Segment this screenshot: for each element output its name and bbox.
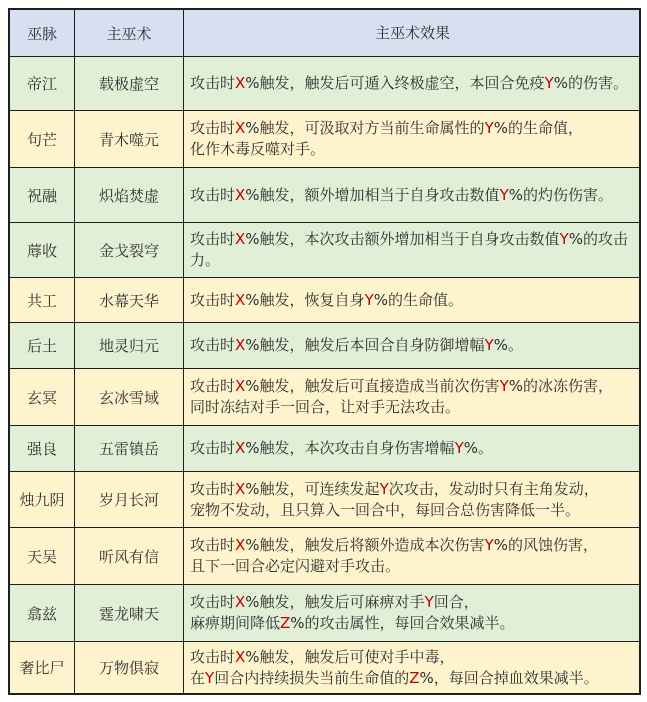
header-lineage: 巫脉: [10, 10, 75, 56]
variable-letter: X: [235, 377, 246, 395]
effect-cell: [184, 585, 639, 641]
effect-cell: [184, 323, 639, 368]
table-row: [10, 472, 639, 528]
effect-text: 攻击时X%触发，触发后可使对手中毒， 在Y回合内持续损失当前生命值的Z%，每回合掉血效果减半。: [190, 647, 599, 687]
table-header-row: [10, 10, 639, 57]
lineage-cell: 句芒: [10, 111, 75, 167]
variable-letter: X: [235, 185, 246, 204]
table-row: [10, 585, 639, 642]
lineage-cell: 强良: [10, 426, 75, 471]
variable-letter: Y: [379, 479, 389, 498]
effect-cell: [184, 426, 639, 471]
table-row: [10, 426, 639, 472]
variable-letter: Y: [484, 536, 494, 554]
skill-cell: 岁月长河: [75, 472, 184, 527]
table-row: [10, 168, 639, 223]
effect-text: 攻击时X%触发，触发后可直接造成当前次伤害Y%的冰冻伤害， 同时冻结对手一回合，让对手无法攻击。: [190, 377, 613, 416]
effect-text: 攻击时X%触发，可连续发起Y次攻击，发动时只有主角发动， 宠物不发动，且只算入一回合中，每回合总伤害降低一半。: [190, 479, 599, 519]
variable-letter: X: [235, 119, 246, 137]
skill-cell: 载极虚空: [75, 57, 184, 110]
variable-letter: Y: [484, 119, 494, 137]
skill-cell: 炽焰焚虚: [75, 168, 184, 222]
lineage-cell: 奢比尸: [10, 642, 75, 693]
lineage-cell: 祝融: [10, 168, 75, 222]
variable-letter: X: [235, 230, 246, 248]
table-row: [10, 278, 639, 323]
table-row: [10, 369, 639, 426]
skill-cell: 青木噬元: [75, 111, 184, 167]
effect-text: 攻击时X%触发，可汲取对方当前生命属性的Y%的生命值， 化作木毒反噬对手。: [190, 119, 583, 158]
effect-text: 攻击时X%触发，额外增加相当于自身攻击数值Y%的灼伤伤害。: [190, 185, 613, 204]
effect-cell: [184, 528, 639, 584]
lineage-cell: 烛九阴: [10, 472, 75, 527]
variable-letter: X: [235, 479, 246, 498]
table-row: [10, 57, 639, 111]
variable-letter: X: [235, 536, 246, 554]
variable-letter: X: [235, 439, 246, 457]
lineage-cell: 帝江: [10, 57, 75, 110]
variable-letter: Y: [499, 185, 509, 204]
effect-text: 攻击时X%触发，触发后可麻痹对手Y回合， 麻痹期间降低Z%的攻击属性，每回合效果减半。: [190, 593, 515, 632]
skill-cell: 听风有信: [75, 528, 184, 584]
variable-letter: X: [235, 290, 246, 309]
table-row: [10, 111, 639, 168]
skill-cell: 水幕天华: [75, 278, 184, 322]
effect-cell: [184, 278, 639, 322]
lineage-cell: 玄冥: [10, 369, 75, 425]
lineage-cell: 蓐收: [10, 223, 75, 277]
table-row: [10, 642, 639, 693]
variable-letter: X: [235, 593, 246, 611]
effect-cell: [184, 168, 639, 222]
witchcraft-table: [8, 8, 641, 695]
variable-letter: Y: [205, 668, 215, 687]
variable-letter: X: [235, 647, 246, 666]
skill-cell: 金戈裂穹: [75, 223, 184, 277]
skill-cell: 玄冰雪域: [75, 369, 184, 425]
effect-cell: [184, 57, 639, 110]
variable-letter: X: [235, 336, 246, 354]
variable-letter: Y: [559, 230, 569, 248]
effect-cell: [184, 369, 639, 425]
skill-cell: 地灵归元: [75, 323, 184, 368]
effect-cell: [184, 223, 639, 277]
skill-cell: 五雷镇岳: [75, 426, 184, 471]
variable-letter: Y: [454, 439, 464, 457]
lineage-cell: 翕兹: [10, 585, 75, 641]
variable-letter: X: [235, 74, 246, 92]
effect-text: 攻击时X%触发，触发后将额外造成本次伤害Y%的风蚀伤害， 且下一回合必定闪避对手攻击。: [190, 536, 598, 575]
effect-text: 攻击时X%触发，触发后可遁入终极虚空，本回合免疫Y%的伤害。: [190, 74, 628, 92]
variable-letter: Y: [364, 290, 374, 309]
effect-cell: [184, 111, 639, 167]
skill-cell: 霆龙啸天: [75, 585, 184, 641]
table-row: [10, 223, 639, 278]
variable-letter: Z: [280, 614, 291, 632]
variable-letter: Y: [544, 74, 554, 92]
effect-text: 攻击时X%触发，恢复自身Y%的生命值。: [190, 290, 463, 309]
variable-letter: Y: [484, 336, 494, 354]
lineage-cell: 后土: [10, 323, 75, 368]
effect-text: 攻击时X%触发，本次攻击额外增加相当于自身攻击数值Y%的攻击力。: [190, 230, 628, 269]
header-effect: 主巫术效果: [184, 10, 639, 56]
header-skill: 主巫术: [75, 10, 184, 56]
table-row: [10, 323, 639, 369]
effect-cell: [184, 642, 639, 693]
effect-text: 攻击时X%触发，本次攻击自身伤害增幅Y%。: [190, 439, 493, 457]
skill-cell: 万物俱寂: [75, 642, 184, 693]
variable-letter: Y: [424, 593, 434, 611]
lineage-cell: 天吴: [10, 528, 75, 584]
effect-cell: [184, 472, 639, 527]
lineage-cell: 共工: [10, 278, 75, 322]
variable-letter: Y: [499, 377, 509, 395]
table-row: [10, 528, 639, 585]
effect-text: 攻击时X%触发，触发后本回合自身防御增幅Y%。: [190, 336, 523, 354]
variable-letter: Z: [409, 668, 420, 687]
